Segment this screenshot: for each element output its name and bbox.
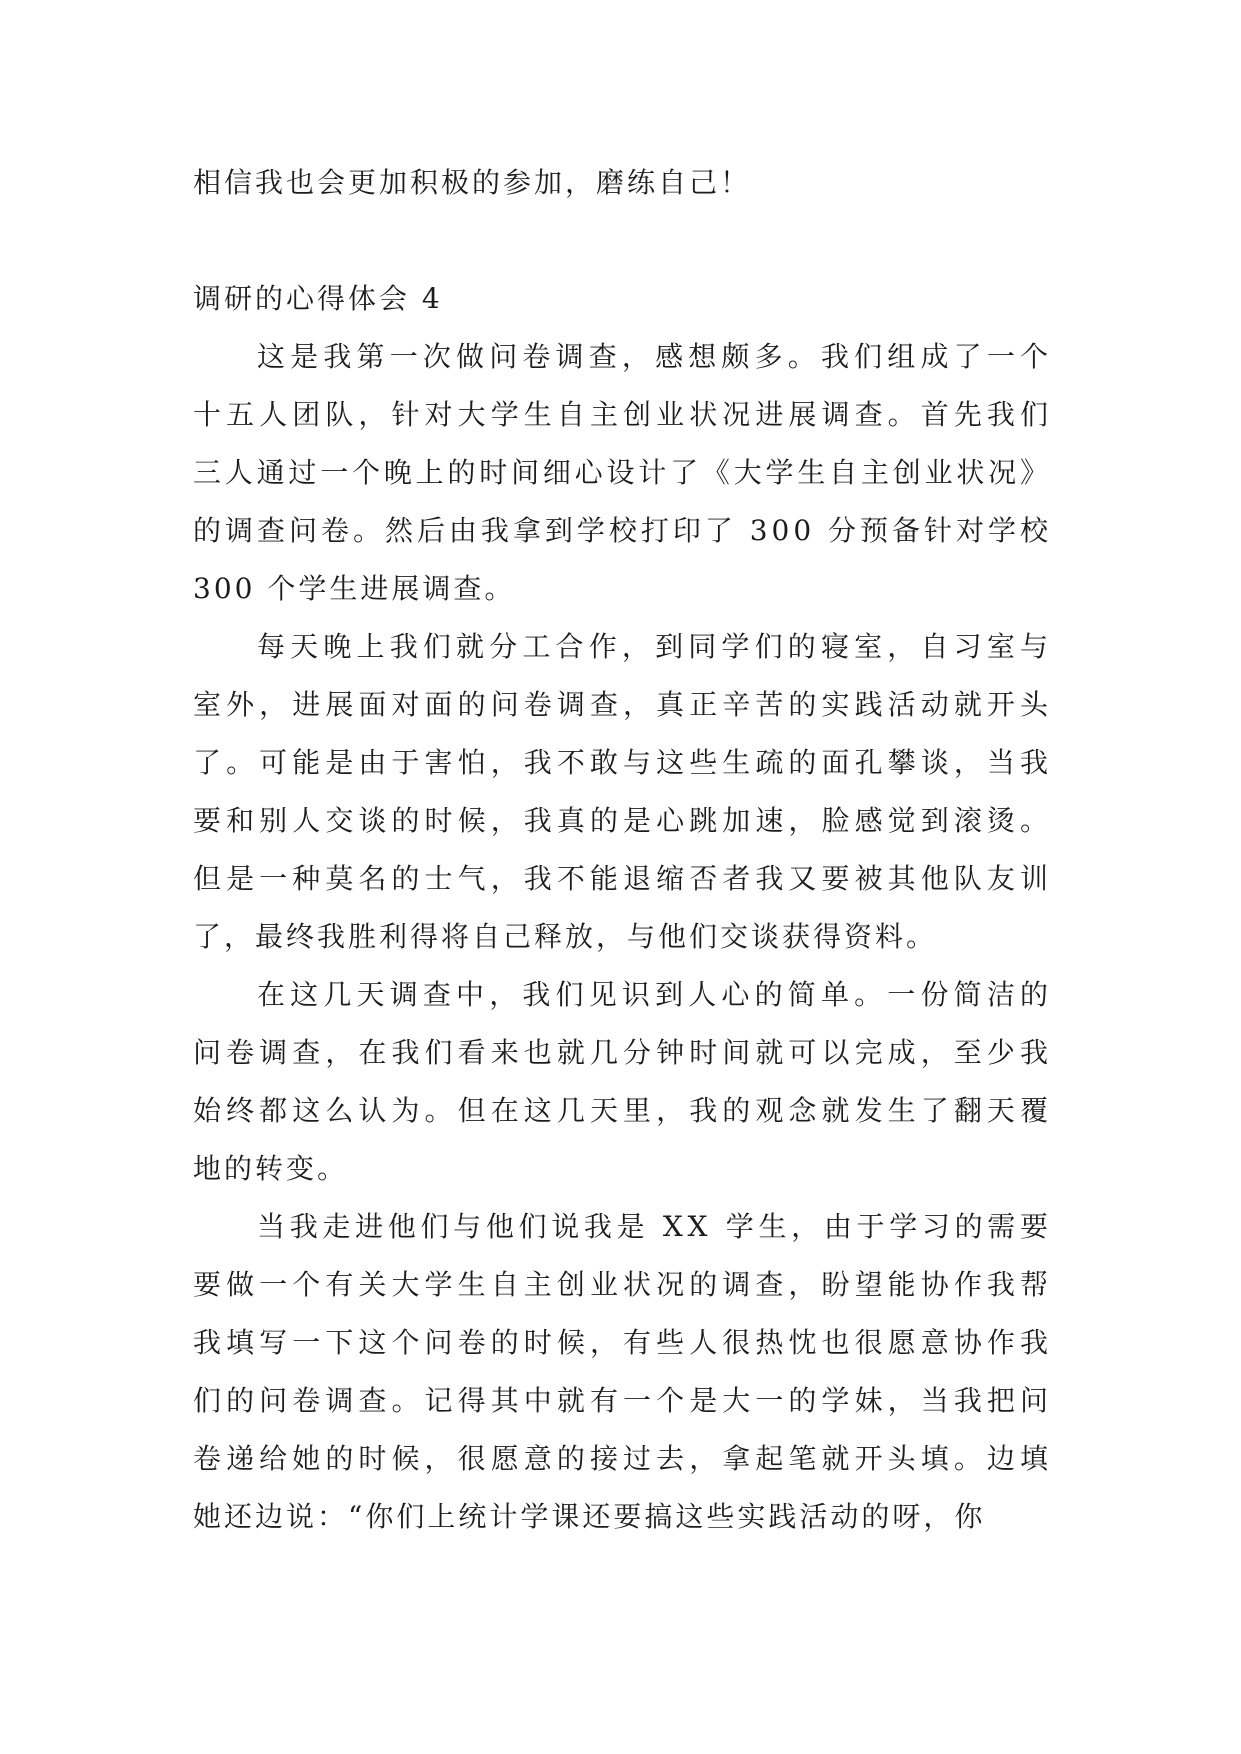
paragraph xyxy=(193,618,1073,966)
document-body xyxy=(193,154,1073,1546)
text-line: 始终都这么认为。但在这几天里，我的观念就发生了翻天覆 xyxy=(193,1094,1054,1127)
continued-paragraph xyxy=(193,154,1073,212)
text-line: 每天晚上我们就分工合作，到同学们的寝室，自习室与 xyxy=(257,630,1054,663)
text-line: 十五人团队，针对大学生自主创业状况进展调查。首先我们 xyxy=(193,398,1054,431)
text-line: 相信我也会更加积极的参加，磨练自己！ xyxy=(193,166,752,199)
section-heading-block xyxy=(193,270,1073,328)
text-line: 我填写一下这个问卷的时候，有些人很热忱也很愿意协作我 xyxy=(193,1326,1054,1359)
text-line: 要做一个有关大学生自主创业状况的调查，盼望能协作我帮 xyxy=(193,1268,1054,1301)
text-line: 要和别人交谈的时候，我真的是心跳加速，脸感觉到滚烫。 xyxy=(193,804,1054,837)
text-line: 她还边说：“你们上统计学课还要搞这些实践活动的呀，你 xyxy=(193,1500,986,1533)
text-line: 在这几天调查中，我们见识到人心的简单。一份简洁的 xyxy=(257,978,1054,1011)
text-line: 们的问卷调查。记得其中就有一个是大一的学妹，当我把问 xyxy=(193,1384,1054,1417)
text-line: 问卷调查，在我们看来也就几分钟时间就可以完成，至少我 xyxy=(193,1036,1054,1069)
text-line: 地的转变。 xyxy=(193,1152,349,1185)
section-heading: 调研的心得体会 4 xyxy=(193,282,443,315)
paragraph xyxy=(193,328,1073,618)
text-line: 但是一种莫名的士气，我不能退缩否者我又要被其他队友训 xyxy=(193,862,1054,895)
text-line: 的调查问卷。然后由我拿到学校打印了 300 分预备针对学校 xyxy=(193,514,1052,547)
text-line: 这是我第一次做问卷调查，感想颇多。我们组成了一个 xyxy=(257,340,1054,373)
paragraph xyxy=(193,1198,1073,1546)
text-line: 三人通过一个晚上的时间细心设计了《大学生自主创业状况》 xyxy=(193,456,1052,489)
text-line: 卷递给她的时候，很愿意的接过去，拿起笔就开头填。边填 xyxy=(193,1442,1054,1475)
text-line: 了，最终我胜利得将自己释放，与他们交谈获得资料。 xyxy=(193,920,938,953)
text-line: 当我走进他们与他们说我是 XX 学生，由于学习的需要 xyxy=(257,1210,1053,1243)
text-line: 室外，进展面对面的问卷调查，真正辛苦的实践活动就开头 xyxy=(193,688,1054,721)
text-line: 300 个学生进展调查。 xyxy=(193,572,516,605)
paragraph xyxy=(193,966,1073,1198)
text-line: 了。可能是由于害怕，我不敢与这些生疏的面孔攀谈，当我 xyxy=(193,746,1054,779)
